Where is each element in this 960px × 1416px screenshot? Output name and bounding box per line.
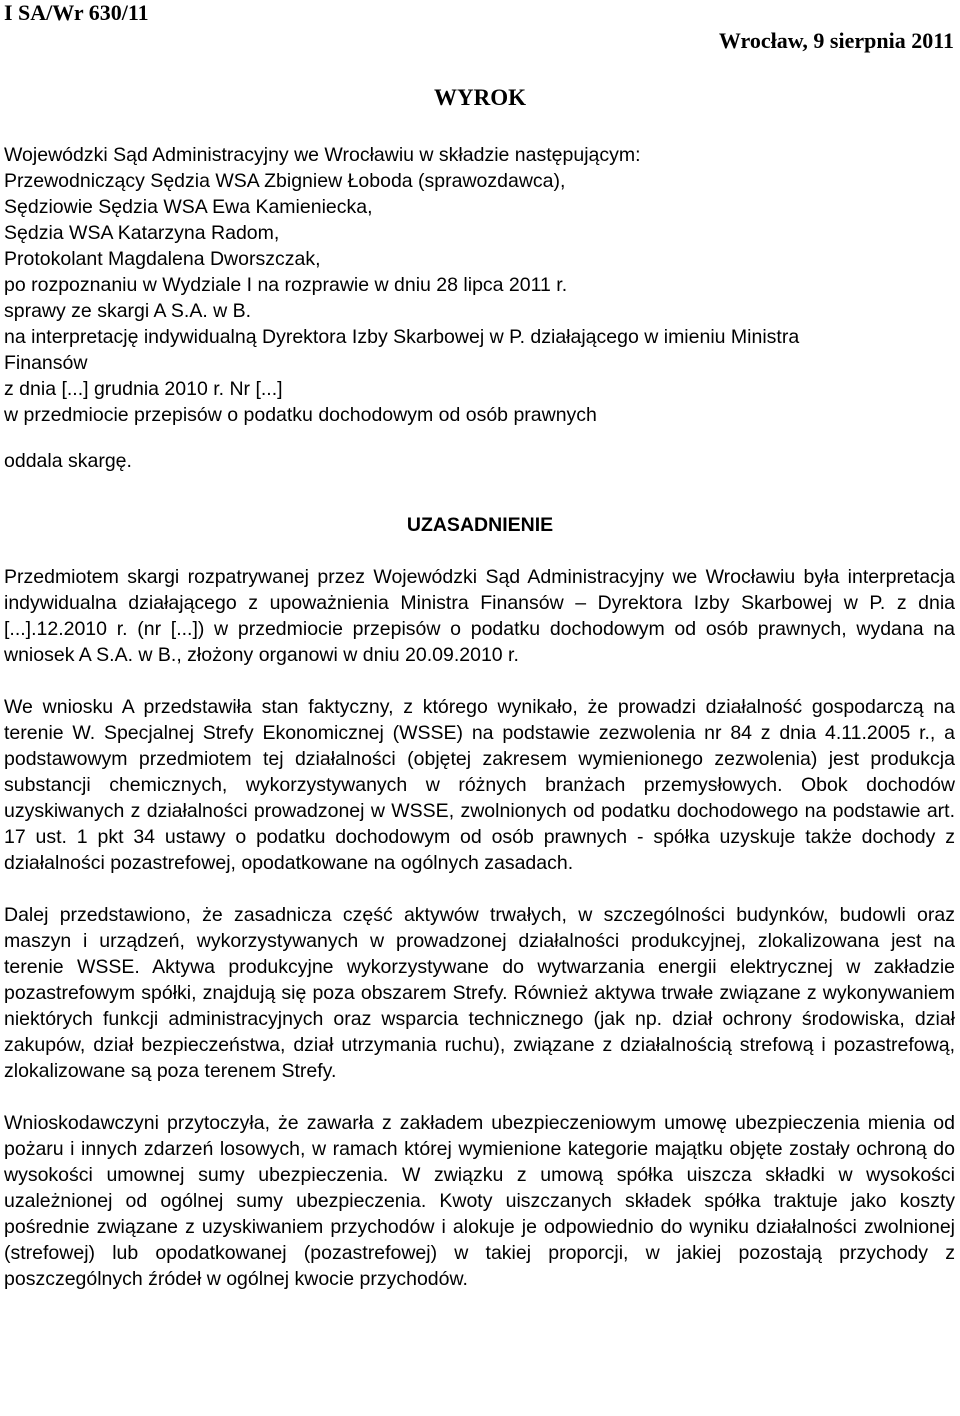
decision-date-line: z dnia [...] grudnia 2010 r. Nr [...] <box>4 378 283 400</box>
court-name-line: Wojewódzki Sąd Administracyjny we Wrocławiu w składzie następującym: <box>4 144 641 166</box>
clerk-line: Protokolant Magdalena Dworszczak, <box>4 248 321 270</box>
justification-title: UZASADNIENIE <box>406 514 554 536</box>
document-title-text: WYROK <box>434 85 526 110</box>
matter-line: w przedmiocie przepisów o podatku dochodowym od osób prawnych <box>4 404 597 426</box>
spacer <box>4 428 954 448</box>
judge-line-2: Sędzia WSA Katarzyna Radom, <box>4 222 280 244</box>
judge-line-1: Sędziowie Sędzia WSA Ewa Kamieniecka, <box>4 196 373 218</box>
verdict-line: oddala skargę. <box>4 450 132 472</box>
hearing-line: po rozpoznaniu w Wydziale I na rozprawie w dniu 28 lipca 2011 r. <box>4 274 568 296</box>
case-line: sprawy ze skargi A S.A. w B. <box>4 300 252 322</box>
paragraph-3: Dalej przedstawiono, że zasadnicza część aktywów trwałych, w szczególności budynków, budowli oraz maszyn i urządzeń, wykorzystywanych w prowadzonej działalności produkcyjnej, zlokalizowana jest na terenie WSSE. Aktywa produkcyjne wykorzystywane do wytwarzania energii elektrycznej w zakładzie pozastrefowym spółki, znajdują się poza obszarem Strefy. Również aktywa trwałe związane z wykonywaniem niektórych funkcji administracyjnych oraz wsparcia technicznego (jak np. dział ochrony środowiska, dział zakupów, dział bezpieczeństwa, dział utrzymania ruchu), związane z działalnością strefową i pozastrefową, zlokalizowane są poza terenem Strefy. <box>4 904 955 1082</box>
paragraph-1: Przedmiotem skargi rozpatrywanej przez Wojewódzki Sąd Administracyjny we Wrocławiu była interpretacja indywidualna działającego z upoważnienia Ministra Finansów – Dyrektora Izby Skarbowej w P. z dnia [...].12.2010 r. (nr [...]) w przedmiocie przepisów o podatku dochodowym od osób prawnych, wydana na wniosek A S.A. w B., złożony organowi w dniu 20.09.2010 r. <box>4 566 955 666</box>
subject-line-2: Finansów <box>4 352 88 374</box>
presiding-judge-line: Przewodniczący Sędzia WSA Zbigniew Łoboda (sprawozdawca), <box>4 170 566 192</box>
paragraph-2: We wniosku A przedstawiła stan faktyczny, z którego wynikało, że prowadzi działalność gospodarczą na terenie W. Specjalnej Strefy Ekonomicznej (WSSE) na podstawie zezwolenia nr 84 z dnia 4.11.2005 r., a podstawowym przedmiotem tej działalności (objętej zakresem wymienionego zezwolenia) jest produkcja substancji chemicznych, wykorzystywanych w różnych branżach przemysłowych. Obok dochodów uzyskiwanych z działalności prowadzonej w WSSE, zwolnionych od podatku dochodowego na podstawie art. 17 ust. 1 pkt 34 ustawy o podatku dochodowym od osób prawnych - spółka uzyskuje także dochody z działalności pozastrefowej, opodatkowane na ogólnych zasadach. <box>4 696 955 874</box>
justification-body <box>4 564 955 1318</box>
paragraph-4: Wnioskodawczyni przytoczyła, że zawarła z zakładem ubezpieczeniowym umowę ubezpieczenia mienia od pożaru i innych zdarzeń losowych, w ramach której wymienione kategorie majątku objęte zostały ochroną do wysokości umownej sumy ubezpieczenia. W związku z umową spółka uiszcza składki w wysokości uzależnionej od ogólnej sumy ubezpieczenia. Kwoty uiszczanych składek spółka traktuje jako koszty pośrednie związane z uzyskiwaniem przychodów i alokuje je odpowiednio do wyniku działalności zwolnionej (strefowej) lub opodatkowanej (pozastrefowej) w takiej proporcji, w jakiej pozostają przychody z poszczególnych źródeł w ogólnej kwocie przychodów. <box>4 1112 955 1290</box>
court-composition <box>4 142 954 474</box>
date-line: Wrocław, 9 sierpnia 2011 <box>718 28 954 53</box>
subject-line-1: na interpretację indywidualną Dyrektora Izby Skarbowej w P. działającego w imieniu Ministra <box>4 326 800 348</box>
case-reference: I SA/Wr 630/11 <box>4 0 149 25</box>
document-title <box>0 84 960 112</box>
